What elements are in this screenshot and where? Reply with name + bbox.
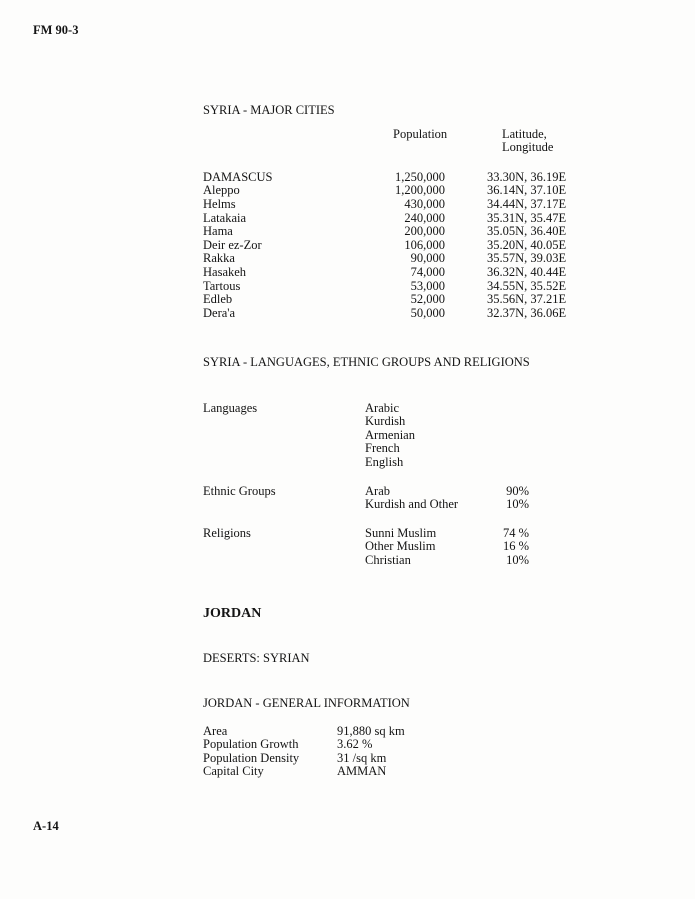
city-latlong: 33.30N, 36.19E <box>487 169 567 184</box>
table-row <box>203 752 533 766</box>
ethnic-item: Kurdish and Other <box>365 497 459 512</box>
row-spacer <box>445 293 487 307</box>
religion-pct: 74 % <box>502 525 529 540</box>
section-heading-jordan: JORDAN <box>203 606 262 621</box>
section-title-jordan-general-info: JORDAN - GENERAL INFORMATION <box>203 696 410 710</box>
table-row <box>203 765 533 779</box>
city-name: Hasakeh <box>203 264 247 279</box>
city-latlong: 35.57N, 39.03E <box>487 251 567 266</box>
cities-table-header <box>203 128 603 155</box>
table-row <box>203 171 603 185</box>
info-label: Capital City <box>203 764 264 779</box>
table-row <box>203 293 603 307</box>
city-latlong: 36.32N, 40.44E <box>487 264 567 279</box>
row-spacer <box>445 212 487 226</box>
table-row <box>203 280 603 294</box>
table-row <box>203 252 603 266</box>
language-item: English <box>365 454 404 469</box>
row-spacer <box>445 184 487 198</box>
city-population: 74,000 <box>410 264 445 279</box>
religion-item: Other Muslim <box>365 539 436 554</box>
table-row <box>203 212 603 226</box>
city-latlong: 36.14N, 37.10E <box>487 183 567 198</box>
column-header-longitude: Longitude <box>502 140 554 155</box>
column-header-population: Population <box>393 126 448 141</box>
info-value: 3.62 % <box>337 737 373 752</box>
city-name: Hama <box>203 224 233 239</box>
row-spacer <box>445 171 487 185</box>
city-population: 1,200,000 <box>395 183 445 198</box>
column-header-lat-long <box>487 128 599 155</box>
header-spacer <box>445 128 487 155</box>
city-population: 1,250,000 <box>395 169 445 184</box>
ethnic-percentages <box>489 485 529 512</box>
table-row <box>203 738 533 752</box>
table-row <box>203 266 603 280</box>
header-spacer <box>203 128 393 155</box>
city-name: Rakka <box>203 251 235 266</box>
table-row <box>203 239 603 253</box>
city-name: Helms <box>203 196 236 211</box>
languages-list <box>365 402 489 470</box>
section-title-syria-major-cities: SYRIA - MAJOR CITIES <box>203 103 335 117</box>
religions-label: Religions <box>203 525 251 540</box>
row-spacer <box>445 307 487 321</box>
religion-item: Christian <box>365 552 411 567</box>
page-number: A-14 <box>33 819 59 833</box>
city-latlong: 35.56N, 37.21E <box>487 292 567 307</box>
language-item: Kurdish <box>365 414 406 429</box>
city-latlong: 35.20N, 40.05E <box>487 237 567 252</box>
table-row <box>203 184 603 198</box>
city-population: 52,000 <box>410 292 445 307</box>
city-population: 53,000 <box>410 278 445 293</box>
city-name: Aleppo <box>203 183 240 198</box>
city-population: 90,000 <box>410 251 445 266</box>
row-spacer <box>445 266 487 280</box>
city-population: 240,000 <box>404 210 445 225</box>
city-name: Dera'a <box>203 305 236 320</box>
city-name: Tartous <box>203 278 241 293</box>
religion-percentages <box>489 527 529 568</box>
religions-list <box>365 527 489 568</box>
info-label: Population Growth <box>203 737 299 752</box>
language-item: Armenian <box>365 427 415 442</box>
city-latlong: 32.37N, 36.06E <box>487 305 567 320</box>
ethnic-groups-label: Ethnic Groups <box>203 483 276 498</box>
religion-pct: 10% <box>506 552 529 567</box>
section-title-syria-demographics: SYRIA - LANGUAGES, ETHNIC GROUPS AND RELIGIONS <box>203 355 530 369</box>
info-value: 91,880 sq km <box>337 723 405 738</box>
row-spacer <box>445 198 487 212</box>
row-spacer <box>445 225 487 239</box>
city-name: Latakaia <box>203 210 247 225</box>
city-population: 430,000 <box>404 196 445 211</box>
syria-major-cities-section <box>203 104 603 320</box>
religions-group <box>203 527 583 568</box>
syria-demographics-section <box>203 356 583 583</box>
city-name: Edleb <box>203 292 233 307</box>
column-header-latitude: Latitude, <box>502 126 547 141</box>
info-value: AMMAN <box>337 764 387 779</box>
city-population: 50,000 <box>410 305 445 320</box>
language-item: Arabic <box>365 400 400 415</box>
info-label: Population Density <box>203 750 300 765</box>
city-name: DAMASCUS <box>203 169 273 184</box>
language-item: French <box>365 441 400 456</box>
religion-item: Sunni Muslim <box>365 525 437 540</box>
row-spacer <box>445 239 487 253</box>
row-spacer <box>445 252 487 266</box>
info-label: Area <box>203 723 228 738</box>
jordan-deserts-line: DESERTS: SYRIAN <box>203 651 310 665</box>
ethnic-groups-list <box>365 485 489 512</box>
ethnic-pct: 10% <box>506 497 529 512</box>
table-row <box>203 225 603 239</box>
group-spacer <box>489 402 529 470</box>
table-row <box>203 307 603 321</box>
table-row <box>203 198 603 212</box>
ethnic-pct: 90% <box>506 483 529 498</box>
city-population: 106,000 <box>404 237 445 252</box>
city-latlong: 34.44N, 37.17E <box>487 196 567 211</box>
row-spacer <box>445 280 487 294</box>
city-latlong: 35.31N, 35.47E <box>487 210 567 225</box>
city-latlong: 34.55N, 35.52E <box>487 278 567 293</box>
city-name: Deir ez-Zor <box>203 237 262 252</box>
ethnic-item: Arab <box>365 483 390 498</box>
jordan-general-information-section <box>203 697 533 779</box>
info-value: 31 /sq km <box>337 750 387 765</box>
languages-label: Languages <box>203 400 258 415</box>
ethnic-groups-group <box>203 485 583 512</box>
city-latlong: 35.05N, 36.40E <box>487 224 567 239</box>
religion-pct: 16 % <box>502 539 529 554</box>
languages-group <box>203 402 583 470</box>
table-row <box>203 725 533 739</box>
doc-header-fm-number: FM 90-3 <box>33 23 79 37</box>
city-population: 200,000 <box>404 224 445 239</box>
